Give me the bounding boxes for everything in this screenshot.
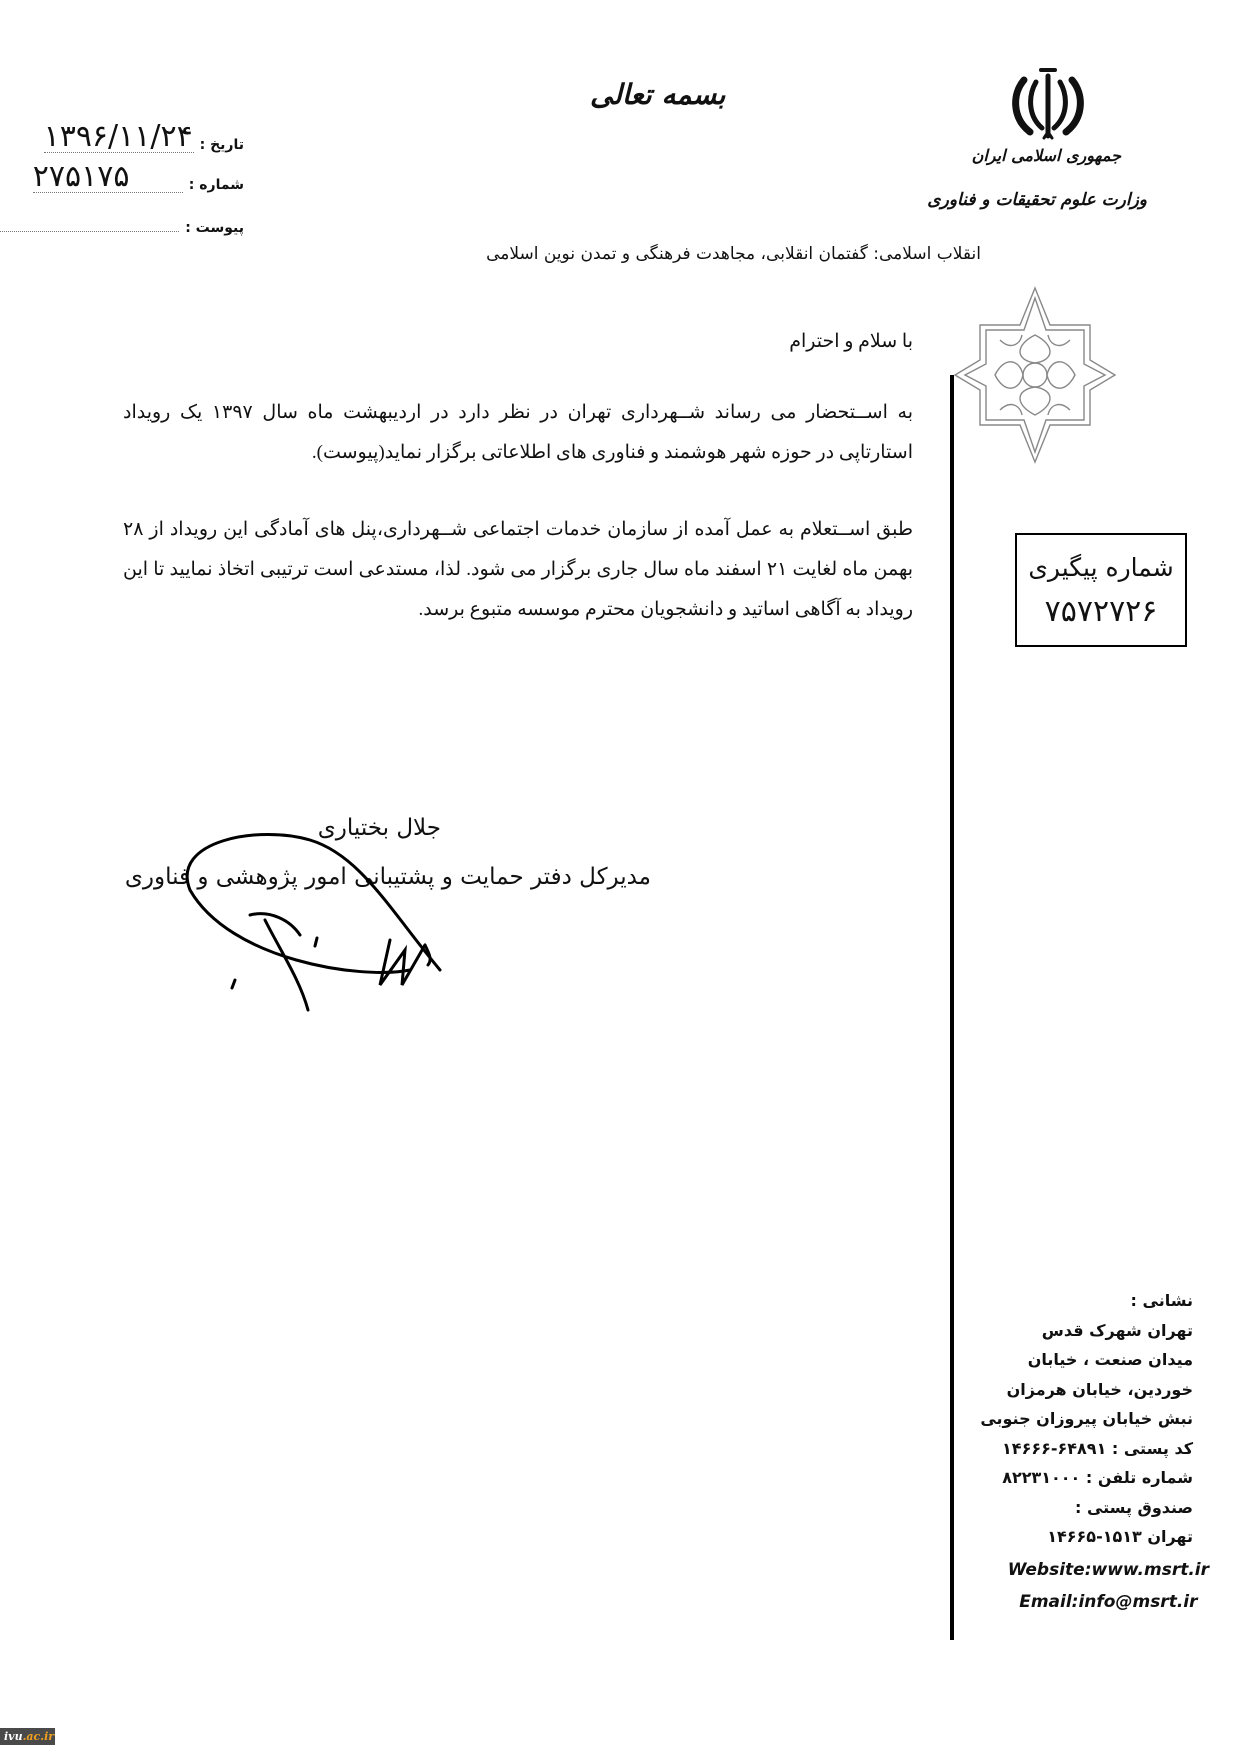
watermark-part2: .ac.ir bbox=[22, 1730, 55, 1743]
postal-code: کد پستی : ۶۴۸۹۱-۱۴۶۶۶ bbox=[1002, 1438, 1193, 1458]
address-line: نبش خیابان پیروزان جنوبی bbox=[980, 1409, 1193, 1428]
address-line: نشانی : bbox=[1130, 1291, 1193, 1310]
iran-emblem-icon bbox=[1010, 62, 1086, 142]
phone-number: شماره تلفن : ۸۲۲۳۱۰۰۰ bbox=[1002, 1468, 1193, 1487]
signer-title: مدیرکل دفتر حمایت و پشتیبانی امور پژوهشی و فناوری bbox=[124, 864, 651, 890]
number-row bbox=[32, 159, 244, 194]
address-line: خوردین، خیابان هرمزان bbox=[1006, 1379, 1193, 1399]
date-row bbox=[43, 119, 244, 154]
attachment-row bbox=[0, 220, 244, 236]
po-box-value: تهران ۱۵۱۳-۱۴۶۶۵ bbox=[1047, 1527, 1193, 1546]
address-block bbox=[980, 1286, 1193, 1552]
contact-web bbox=[1008, 1554, 1209, 1618]
watermark-part1: ivu bbox=[4, 1730, 23, 1743]
greeting: با سلام و احترام bbox=[789, 331, 913, 352]
signer-name: جلال بختیاری bbox=[317, 815, 441, 841]
po-box-label: صندوق پستی : bbox=[1074, 1497, 1193, 1517]
tracking-number: ۷۵۷۲۷۲۶ bbox=[1044, 594, 1158, 629]
date-value: ۱۳۹۶/۱۱/۲۴ bbox=[43, 119, 193, 154]
islamic-ornament-icon bbox=[950, 280, 1120, 470]
number-value: ۲۷۵۱۷۵ bbox=[33, 162, 183, 193]
handwritten-signature-icon bbox=[140, 820, 460, 1020]
slogan: انقلاب اسلامی: گفتمان انقلابی، مجاهدت فرهنگی و تمدن نوین اسلامی bbox=[486, 244, 981, 264]
email-link[interactable]: Email:info@msrt.ir bbox=[1019, 1592, 1198, 1612]
invocation-heading: بسمه تعالی bbox=[590, 78, 726, 111]
website-link[interactable]: Website:www.msrt.ir bbox=[1007, 1560, 1209, 1580]
site-watermark bbox=[0, 1728, 55, 1745]
number-label: شماره : bbox=[188, 177, 244, 193]
ministry-name: وزارت علوم تحقیقات و فناوری bbox=[927, 190, 1147, 210]
tracking-label: شماره پیگیری bbox=[1028, 553, 1174, 582]
margin-rule bbox=[950, 375, 954, 1640]
address-line: میدان صنعت ، خیابان bbox=[1027, 1350, 1193, 1369]
tracking-number-box bbox=[1015, 533, 1187, 647]
country-name: جمهوری اسلامی ایران bbox=[971, 146, 1121, 165]
attachment-value bbox=[0, 230, 179, 232]
address-line: تهران شهرک قدس bbox=[1041, 1320, 1193, 1340]
body-paragraph-1: به اســتحضار می رساند شــهرداری تهران در نظر دارد در اردیبهشت ماه سال ۱۳۹۷ یک رویداد استارتاپی در حوزه شهر هوشمند و فناوری های اطلاعاتی برگزار نماید(پیوست). bbox=[123, 402, 913, 463]
date-label: تاریخ : bbox=[199, 137, 244, 153]
body-paragraph-2: طبق اســتعلام به عمل آمده از سازمان خدمات اجتماعی شــهرداری،پنل های آمادگی این رویداد از ۲۸ بهمن ماه لغایت ۲۱ اسفند ماه سال جاری برگزار می شود. لذا، مستدعی است ترتیبی اتخاذ نمایید تا این رویداد به آگاهی اساتید و دانشجویان محترم موسسه متبوع برسد. bbox=[123, 519, 913, 620]
attachment-label: پیوست : bbox=[185, 220, 244, 236]
